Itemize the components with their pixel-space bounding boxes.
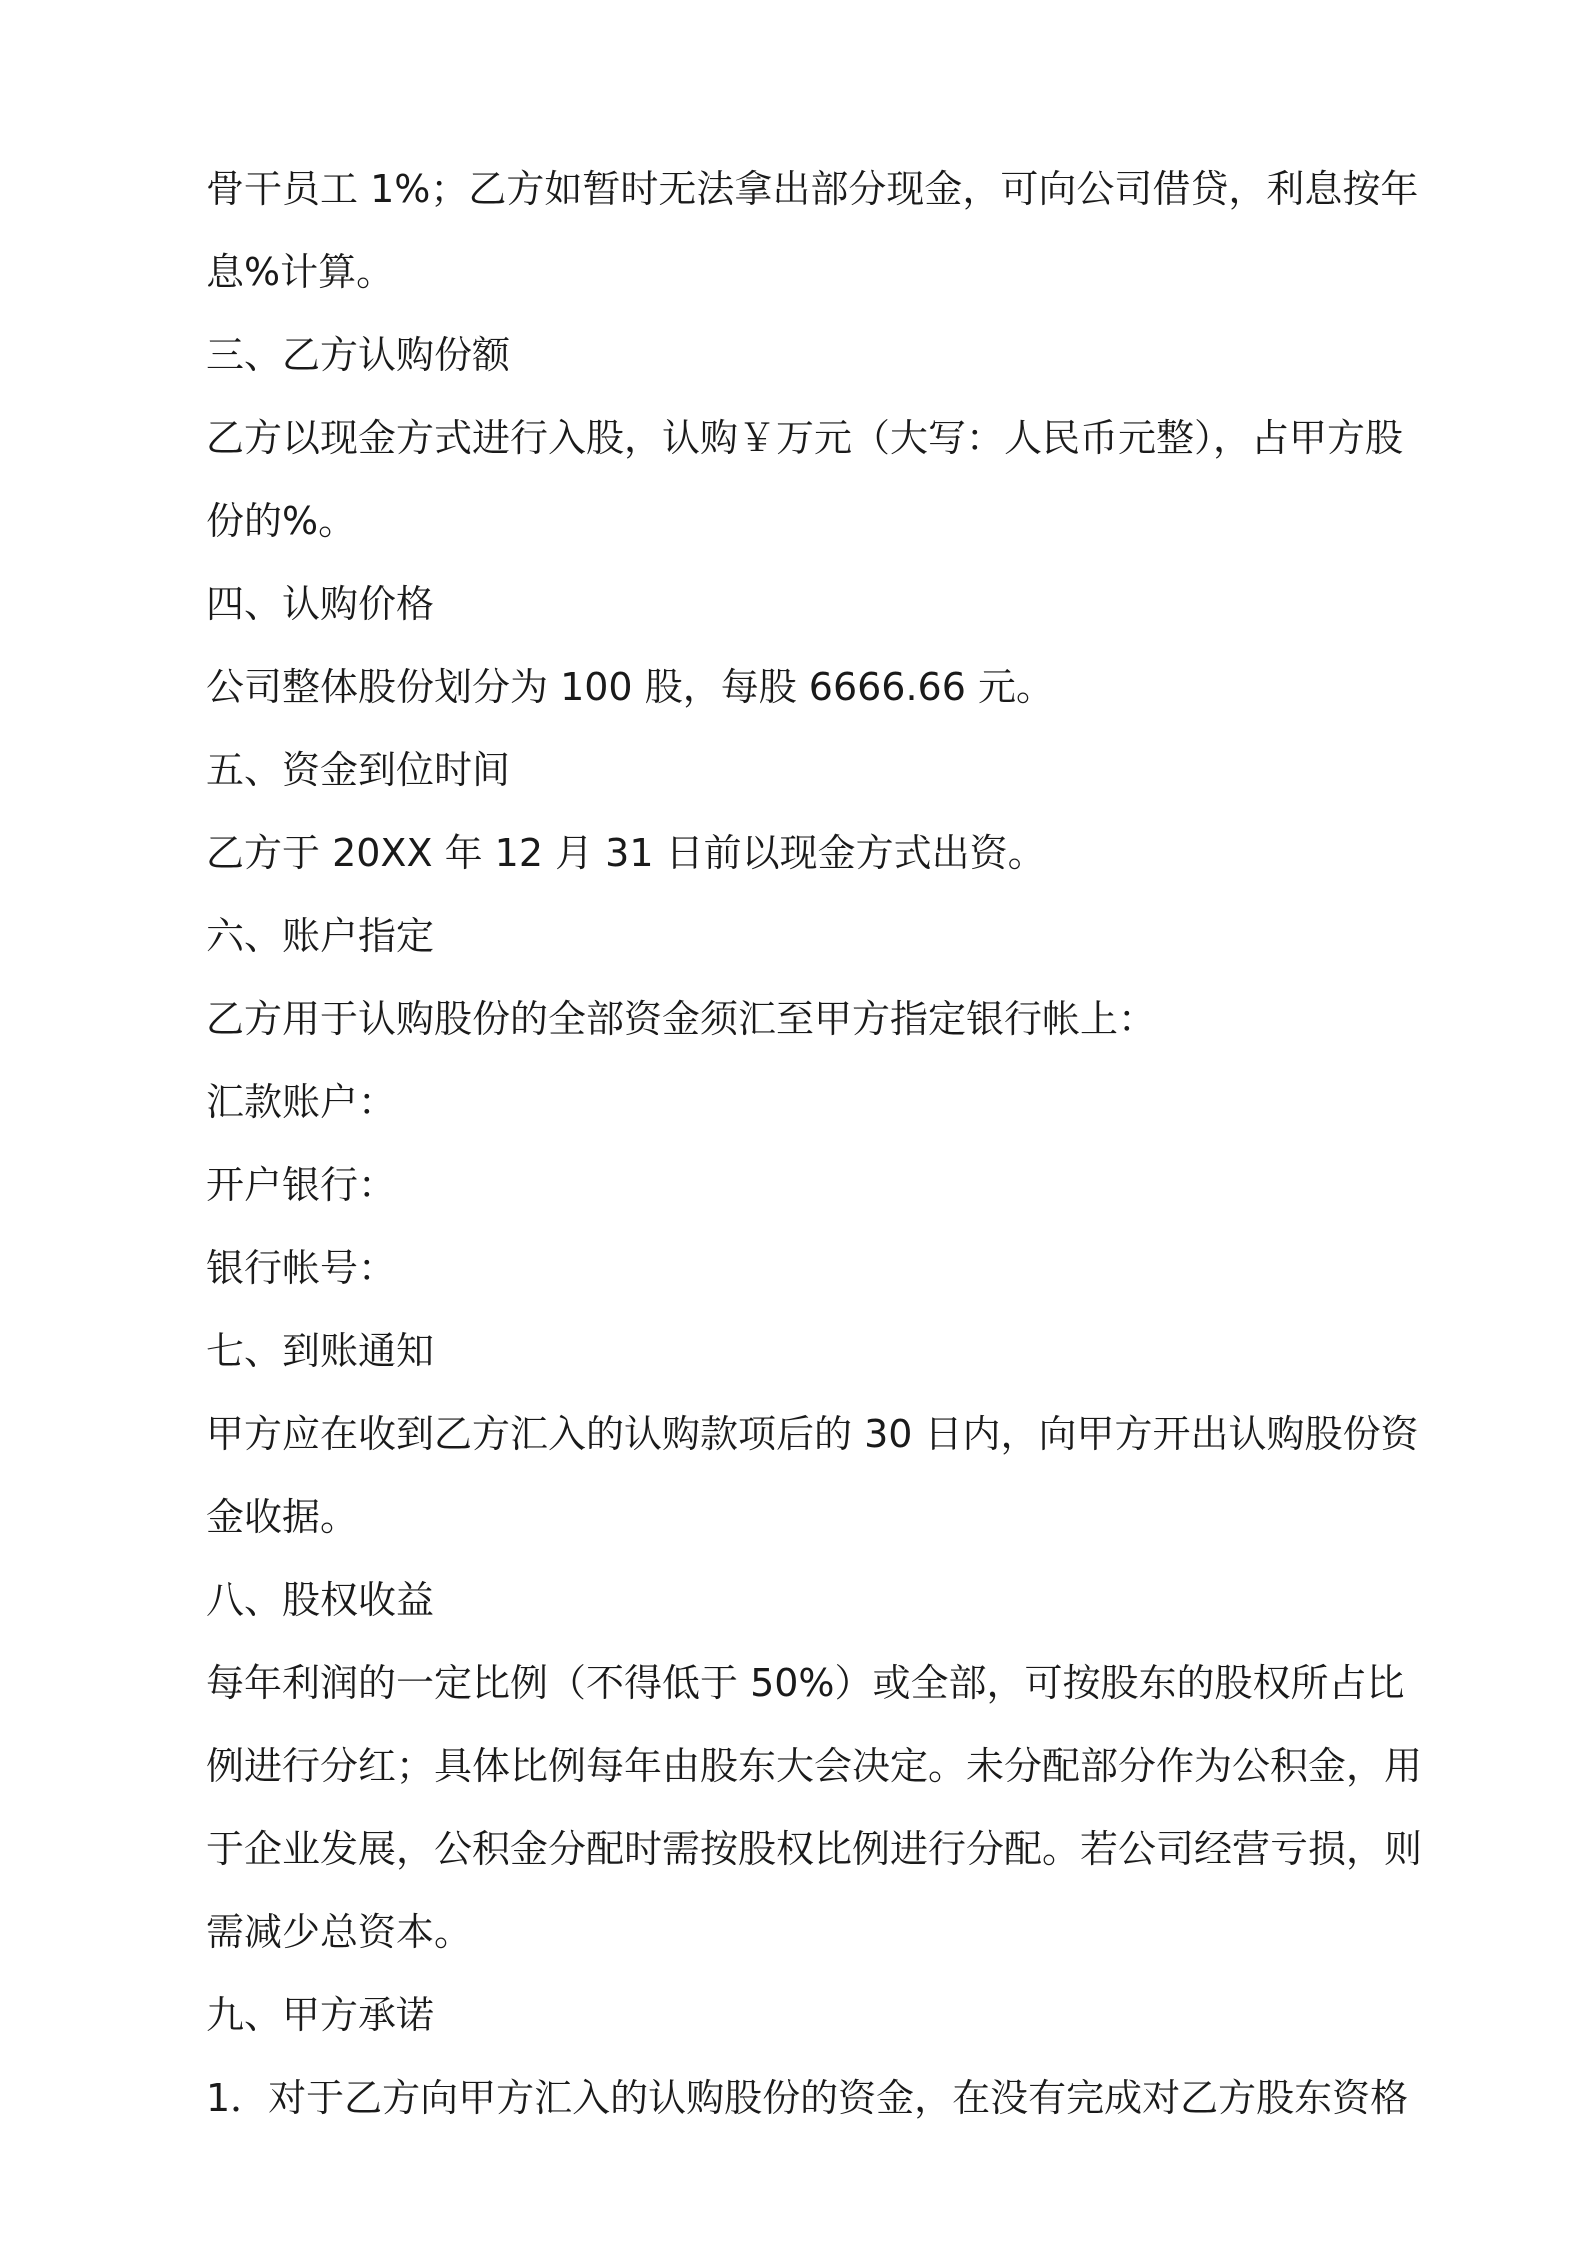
paragraph-line: 乙方于 20XX 年 12 月 31 日前以现金方式出资。 — [206, 831, 1046, 875]
paragraph-line: 骨干员工 1%；乙方如暂时无法拿出部分现金，可向公司借贷，利息按年 — [206, 167, 1419, 211]
section-heading-7: 七、到账通知 — [206, 1329, 435, 1373]
list-item: 1．对于乙方向甲方汇入的认购股份的资金，在没有完成对乙方股东资格 — [206, 2076, 1409, 2120]
section-heading-5: 五、资金到位时间 — [206, 748, 511, 792]
paragraph-line: 息%计算。 — [206, 250, 395, 294]
bank-label: 开户银行： — [206, 1163, 397, 1207]
paragraph-line: 金收据。 — [206, 1495, 359, 1539]
paragraph-line: 乙方用于认购股份的全部资金须汇至甲方指定银行帐上： — [206, 997, 1157, 1041]
account-number-label: 银行帐号： — [206, 1246, 397, 1290]
section-heading-3: 三、乙方认购份额 — [206, 333, 511, 377]
document-page — [206, 165, 1423, 2122]
paragraph-line: 例进行分红；具体比例每年由股东大会决定。未分配部分作为公积金，用 — [206, 1744, 1423, 1788]
remit-account-label: 汇款账户： — [206, 1080, 397, 1124]
paragraph-line: 份的%。 — [206, 499, 357, 543]
paragraph-line: 需减少总资本。 — [206, 1910, 473, 1954]
paragraph-line: 公司整体股份划分为 100 股，每股 6666.66 元。 — [206, 665, 1054, 709]
section-heading-9: 九、甲方承诺 — [206, 1993, 435, 2037]
paragraph-line: 乙方以现金方式进行入股，认购￥万元（大写：人民币元整），占甲方股 — [206, 416, 1404, 460]
paragraph-line: 甲方应在收到乙方汇入的认购款项后的 30 日内，向甲方开出认购股份资 — [206, 1412, 1419, 1456]
section-heading-4: 四、认购价格 — [206, 582, 435, 626]
paragraph-line: 每年利润的一定比例（不得低于 50%）或全部，可按股东的股权所占比 — [206, 1661, 1405, 1705]
paragraph-line: 于企业发展，公积金分配时需按股权比例进行分配。若公司经营亏损，则 — [206, 1827, 1423, 1871]
section-heading-8: 八、股权收益 — [206, 1578, 435, 1622]
section-heading-6: 六、账户指定 — [206, 914, 435, 958]
